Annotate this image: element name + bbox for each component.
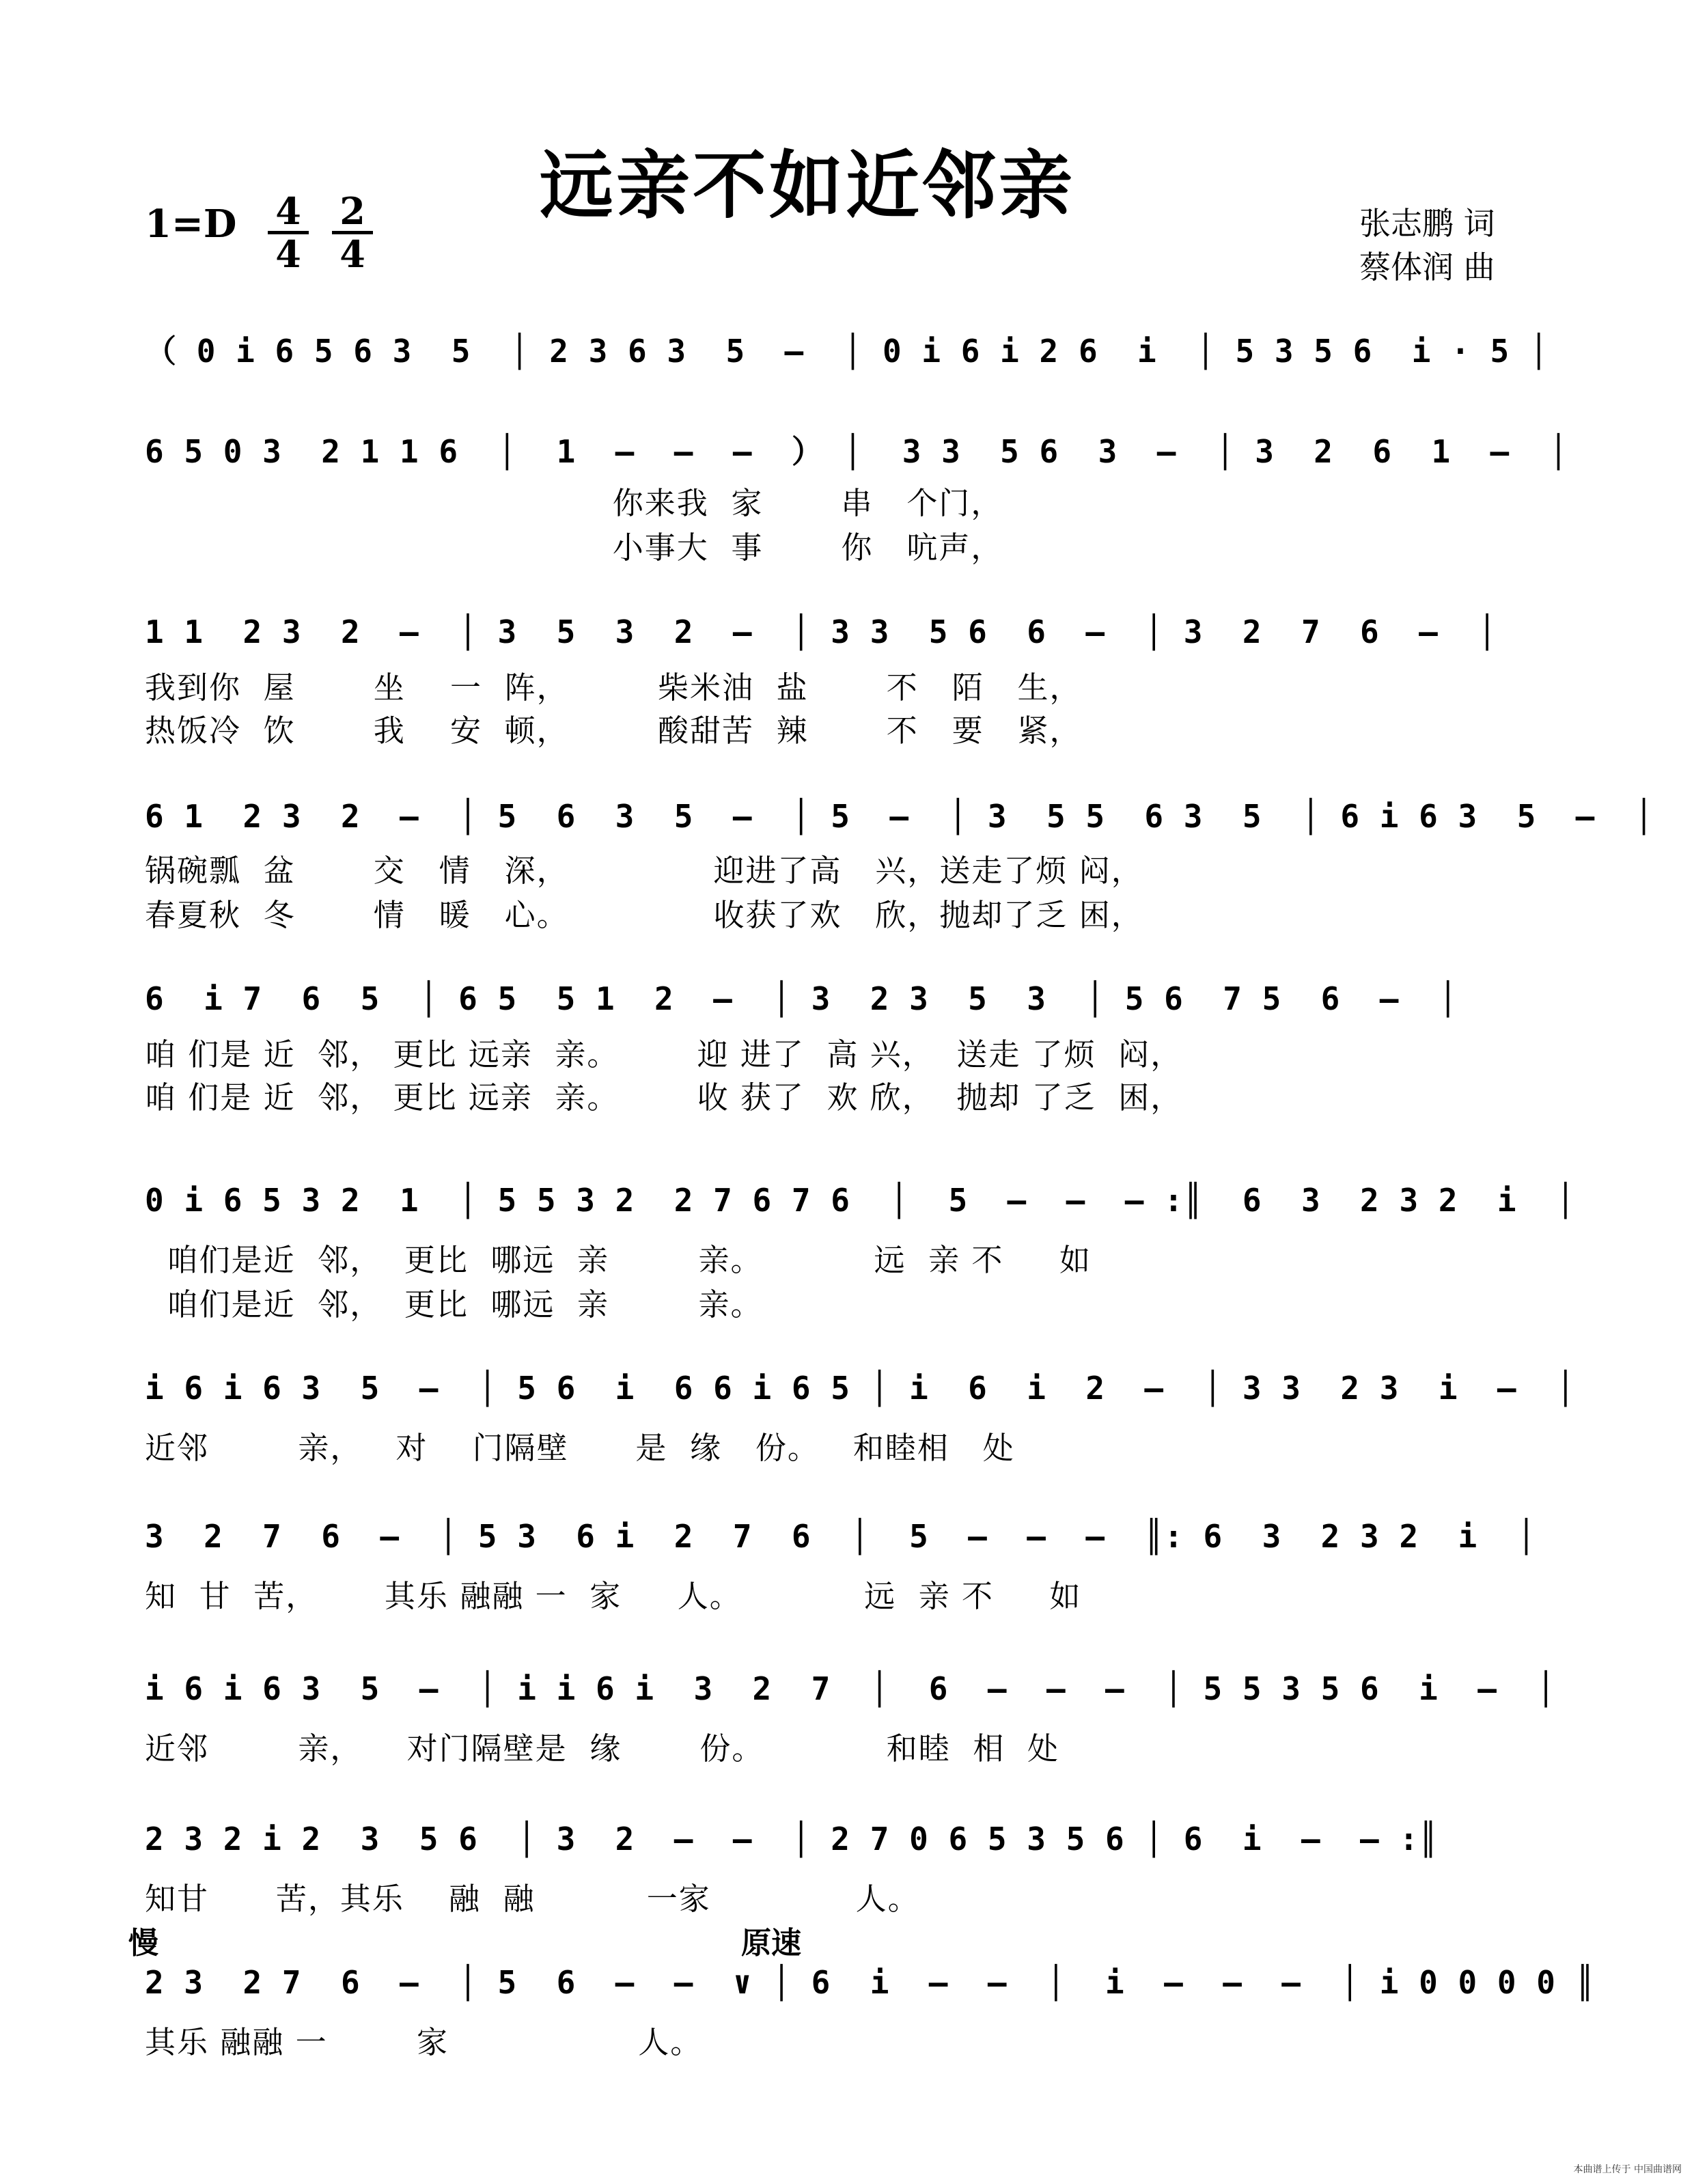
lyric-line-verse-2: 热饭冷 饮 我 安 顿， 酸甜苦 辣 不 要 紧， xyxy=(145,713,1082,749)
time-sig-bottom: 4 xyxy=(275,232,301,276)
lyric-line-verse-1: 我到你 屋 坐 一 阵， 柴米油 盐 不 陌 生， xyxy=(145,669,1082,706)
time-signature-2-4 xyxy=(332,189,373,276)
lyric-line-verse-1: 知甘 苦，其乐 融 融 一家 人。 xyxy=(145,1881,920,1917)
notation-line: 2 3 2 i 2 3 5 6 │ 3 2 – – │ 2 7 0 6 5 3 5 6 │ 6 i – – :║ xyxy=(145,1821,1439,1857)
credits xyxy=(1359,202,1495,289)
time-signature-4-4 xyxy=(268,189,309,276)
time-sig-top: 4 xyxy=(275,189,301,233)
lyric-line-verse-1: 咱们是近 邻， 更比 哪远 亲 亲。 远 亲 不 如 xyxy=(145,1242,1092,1278)
time-sig-bottom: 4 xyxy=(339,232,365,276)
lyric-line-verse-2: 春夏秋 冬 情 暖 心。 收获了欢 欣，抛却了乏 困， xyxy=(145,897,1143,933)
lyric-line-verse-2: 小事大 事 你 吭声， xyxy=(145,529,1003,566)
song-title: 远亲不如近邻亲 xyxy=(540,143,1076,229)
notation-line: 2 3 2 7 6 – │ 5 6 – – ∨ │ 6 i – – │ i – – – │ i 0 0 0 0 ║ xyxy=(145,1964,1596,2001)
notation-line: （ 0 i 6 5 6 3 5 │ 2 3 6 3 5 – │ 0 i 6 i 2 6 i │ 5 3 5 6 i · 5 │ xyxy=(145,333,1549,370)
lyric-line-verse-1: 知 甘 苦， 其乐 融融 一 家 人。 远 亲 不 如 xyxy=(145,1578,1082,1614)
notation-line: 6 5 0 3 2 1 1 6 │ 1 – – – ） │ 3 3 5 6 3 – │ 3 2 6 1 – │ xyxy=(145,433,1569,470)
tempo-mark-slow: 慢 xyxy=(128,1926,158,1961)
lyric-line-verse-1: 锅碗瓢 盆 交 情 深， 迎进了高 兴，送走了烦 闷， xyxy=(145,853,1143,889)
lyricist-credit: 张志鹏 词 xyxy=(1359,205,1495,242)
notation-line: 6 1 2 3 2 – │ 5 6 3 5 – │ 5 – │ 3 5 5 6 3 5 │ 6 i 6 3 5 – │ xyxy=(145,798,1654,835)
lyric-line-verse-2: 咱们是近 邻， 更比 哪远 亲 亲。 xyxy=(145,1286,763,1323)
notation-line: 0 i 6 5 3 2 1 │ 5 5 3 2 2 7 6 7 6 │ 5 – – – :║ 6 3 2 3 2 i │ xyxy=(145,1182,1576,1219)
lyric-line-verse-1: 近邻 亲， 对门隔壁是 缘 份。 和睦 相 处 xyxy=(145,1730,1059,1767)
time-sig-top: 2 xyxy=(339,189,365,233)
tempo-mark-original: 原速 xyxy=(741,1926,801,1961)
notation-line: i 6 i 6 3 5 – │ i i 6 i 3 2 7 │ 6 – – – │ 5 5 3 5 6 i – │ xyxy=(145,1670,1556,1707)
notation-line: 1 1 2 3 2 – │ 3 5 3 2 – │ 3 3 5 6 6 – │ 3 2 7 6 – │ xyxy=(145,613,1497,650)
key-signature: 1=D xyxy=(145,202,237,247)
composer-credit: 蔡体润 曲 xyxy=(1359,249,1495,286)
notation-line: 3 2 7 6 – │ 5 3 6 i 2 7 6 │ 5 – – – ║: 6 3 2 3 2 i │ xyxy=(145,1518,1537,1555)
lyric-line-verse-1: 你来我 家 串 个门， xyxy=(145,485,1003,521)
notation-line: 6 i 7 6 5 │ 6 5 5 1 2 – │ 3 2 3 5 3 │ 5 6 7 5 6 – │ xyxy=(145,980,1458,1017)
lyric-line-verse-1: 咱 们是 近 邻， 更比 远亲 亲。 迎 进了 高 兴， 送走 了烦 闷， xyxy=(145,1036,1183,1073)
footer-credit: 本曲谱上传于 中国曲谱网 xyxy=(1573,2164,1682,2175)
notation-line: i 6 i 6 3 5 – │ 5 6 i 6 6 i 6 5 │ i 6 i 2 – │ 3 3 2 3 i – │ xyxy=(145,1370,1576,1407)
lyric-line-verse-1: 其乐 融融 一 家 人。 xyxy=(145,2024,703,2060)
lyric-line-verse-1: 近邻 亲， 对 门隔壁 是 缘 份。 和睦相 处 xyxy=(145,1430,1015,1466)
lyric-line-verse-2: 咱 们是 近 邻， 更比 远亲 亲。 收 获了 欢 欣， 抛却 了乏 困， xyxy=(145,1079,1183,1116)
